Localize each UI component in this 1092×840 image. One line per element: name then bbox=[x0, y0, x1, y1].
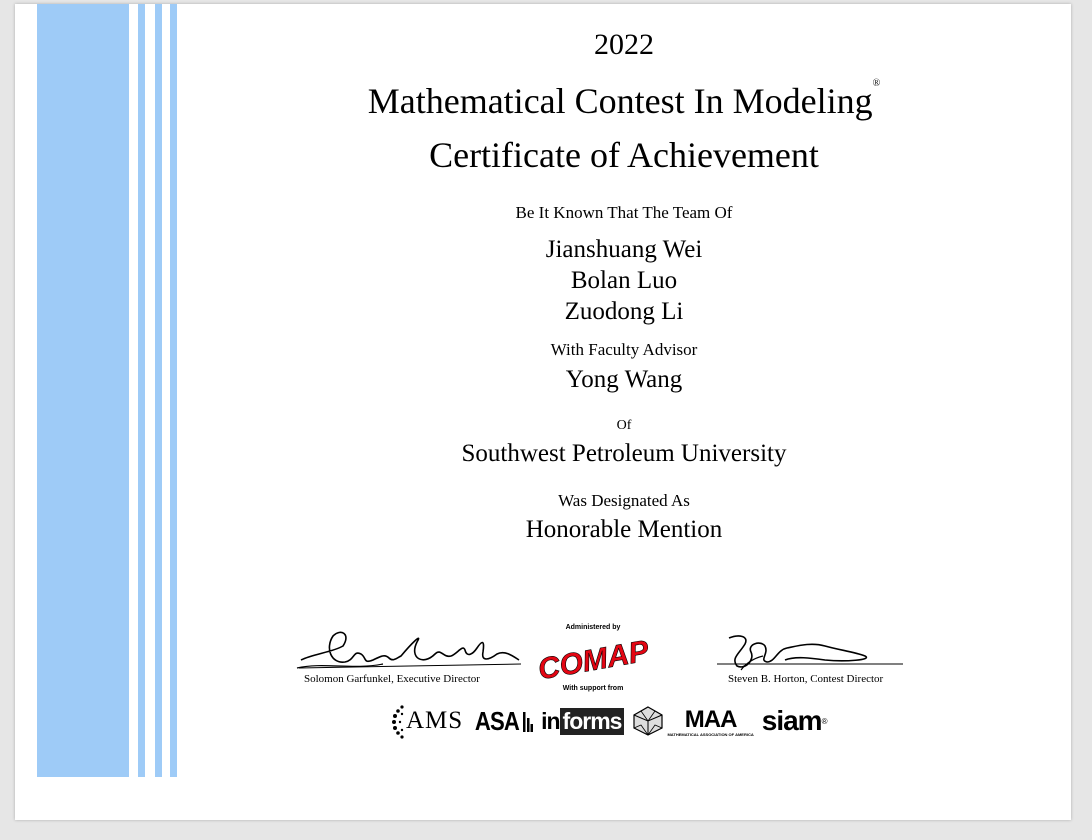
team-member: Zuodong Li bbox=[564, 298, 684, 325]
advisor-name: Yong Wang bbox=[565, 366, 683, 393]
informs-text-dark: forms bbox=[560, 708, 625, 735]
siam-logo bbox=[762, 705, 828, 737]
ams-logo bbox=[392, 703, 463, 739]
siam-registered-mark: ® bbox=[821, 716, 828, 726]
decorative-stripe-thin bbox=[138, 4, 145, 777]
executive-director-label: Solomon Garfunkel, Executive Director bbox=[304, 673, 480, 685]
maa-logo bbox=[632, 706, 753, 737]
certificate-year: 2022 bbox=[594, 28, 654, 61]
of-label: Of bbox=[616, 418, 632, 433]
asa-logo bbox=[471, 706, 533, 737]
ams-dots-icon bbox=[392, 703, 406, 739]
decorative-stripe-thin bbox=[170, 4, 177, 777]
asa-text: ASA bbox=[475, 705, 520, 736]
team-member: Jianshuang Wei bbox=[545, 236, 703, 263]
administered-by-label: Administered by bbox=[565, 624, 621, 631]
advisor-label: With Faculty Advisor bbox=[550, 340, 698, 359]
maa-polyhedron-icon bbox=[632, 706, 664, 736]
award-title: Honorable Mention bbox=[525, 516, 723, 543]
asa-bars-icon bbox=[523, 708, 533, 734]
decorative-stripe-thin bbox=[155, 4, 162, 777]
known-text: Be It Known That The Team Of bbox=[515, 203, 733, 222]
siam-text: siam bbox=[761, 705, 822, 736]
contest-director-signature bbox=[715, 632, 905, 672]
contest-title: Mathematical Contest In Modeling® bbox=[367, 78, 881, 121]
team-member: Bolan Luo bbox=[570, 267, 678, 294]
sponsor-logos bbox=[392, 702, 827, 740]
certificate-page bbox=[15, 4, 1071, 820]
support-label: With support from bbox=[562, 685, 624, 692]
registered-mark: ® bbox=[872, 78, 881, 89]
designated-label: Was Designated As bbox=[558, 491, 690, 510]
comap-logo-text: COMAP bbox=[535, 634, 652, 687]
ams-text: AMS bbox=[406, 707, 464, 734]
certificate-title: Certificate of Achievement bbox=[429, 135, 819, 175]
contest-director-label: Steven B. Horton, Contest Director bbox=[728, 673, 884, 685]
maa-subtitle: MATHEMATICAL ASSOCIATION OF AMERICA bbox=[667, 731, 754, 737]
maa-text: MAA bbox=[684, 705, 737, 733]
informs-text-light: in bbox=[541, 707, 560, 734]
informs-logo bbox=[541, 708, 624, 735]
university-name: Southwest Petroleum University bbox=[461, 440, 787, 467]
executive-director-signature bbox=[293, 624, 523, 674]
decorative-stripe-wide bbox=[37, 4, 129, 777]
comap-logo bbox=[535, 634, 652, 687]
